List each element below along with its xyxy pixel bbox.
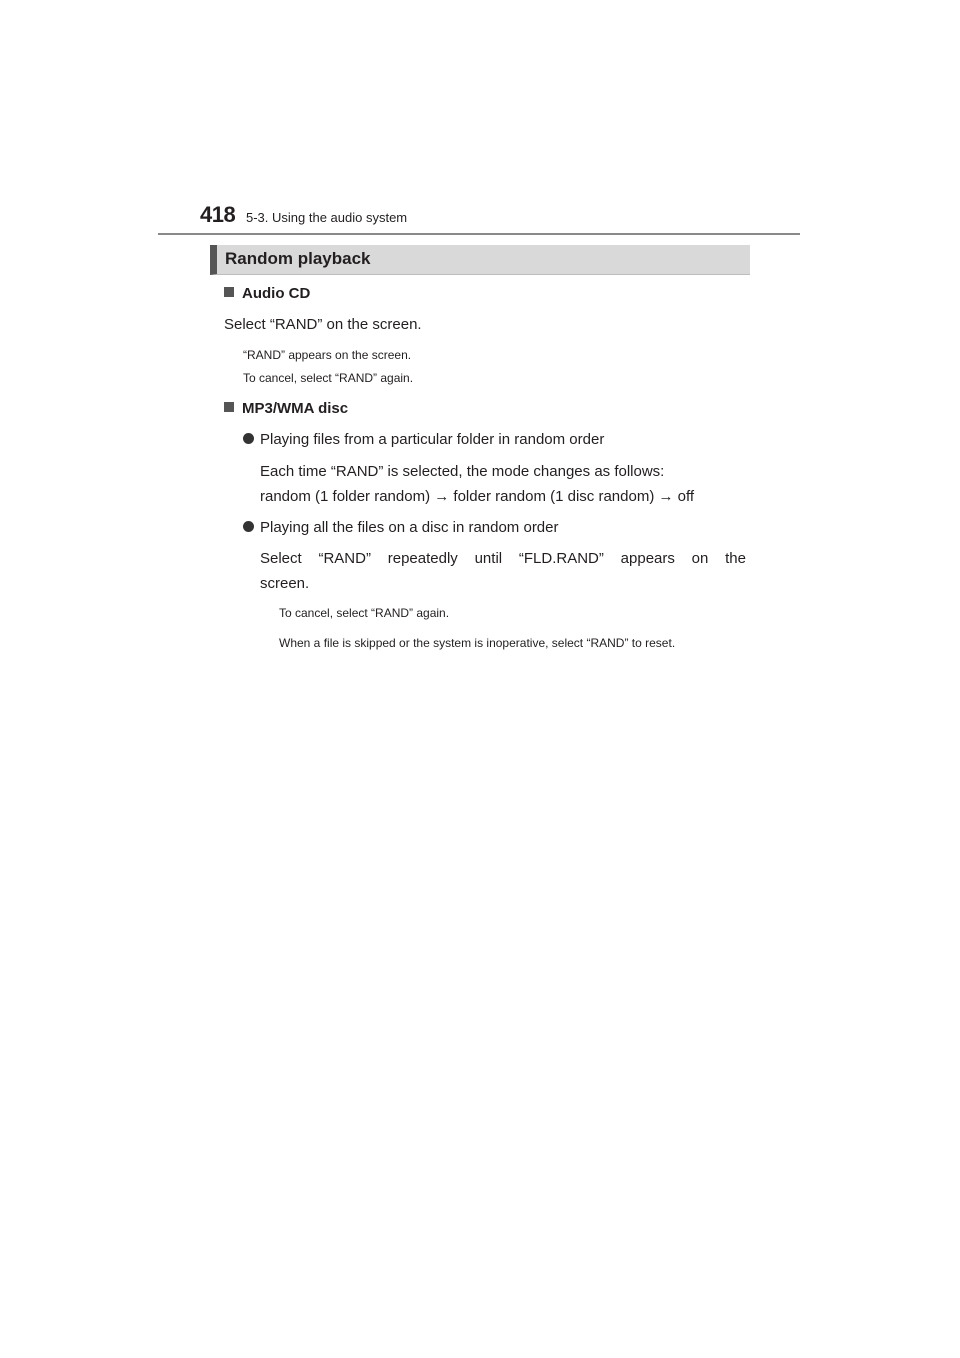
section-title: Random playback	[225, 249, 371, 268]
section-title-bar	[210, 245, 750, 275]
subheading-mp3-wma-text: MP3/WMA disc	[242, 400, 349, 417]
page-header	[200, 202, 800, 234]
circle-bullet-icon	[243, 521, 254, 532]
audio-cd-note: “RAND” appears on the screen.	[243, 348, 412, 362]
list-item-line: random (1 folder random) → folder random (1 disc random) → off	[260, 488, 695, 505]
audio-cd-note: To cancel, select “RAND” again.	[243, 371, 414, 385]
list-item	[243, 519, 559, 536]
list-item-title: Playing all the files on a disc in random order	[260, 519, 559, 536]
square-bullet-icon	[224, 402, 234, 412]
subheading-audio-cd	[224, 285, 310, 302]
subheading-mp3-wma	[224, 400, 348, 417]
header-rule	[158, 233, 800, 235]
list-item-line: Select “RAND” repeatedly until “FLD.RAND” appears on the	[260, 550, 746, 567]
circle-bullet-icon	[243, 433, 254, 444]
list-item-line: screen.	[260, 575, 310, 592]
page-number: 418	[200, 202, 236, 227]
list-item	[243, 431, 604, 448]
list-item-note: When a file is skipped or the system is inoperative, select “RAND” to reset.	[279, 636, 676, 650]
subheading-audio-cd-text: Audio CD	[242, 285, 311, 302]
list-item-note: To cancel, select “RAND” again.	[279, 606, 450, 620]
audio-cd-instruction: Select “RAND” on the screen.	[224, 316, 422, 333]
running-head: 5-3. Using the audio system	[246, 210, 408, 225]
list-item-line: Each time “RAND” is selected, the mode changes as follows:	[260, 463, 665, 480]
square-bullet-icon	[224, 287, 234, 297]
list-item-title: Playing files from a particular folder in random order	[260, 431, 605, 448]
